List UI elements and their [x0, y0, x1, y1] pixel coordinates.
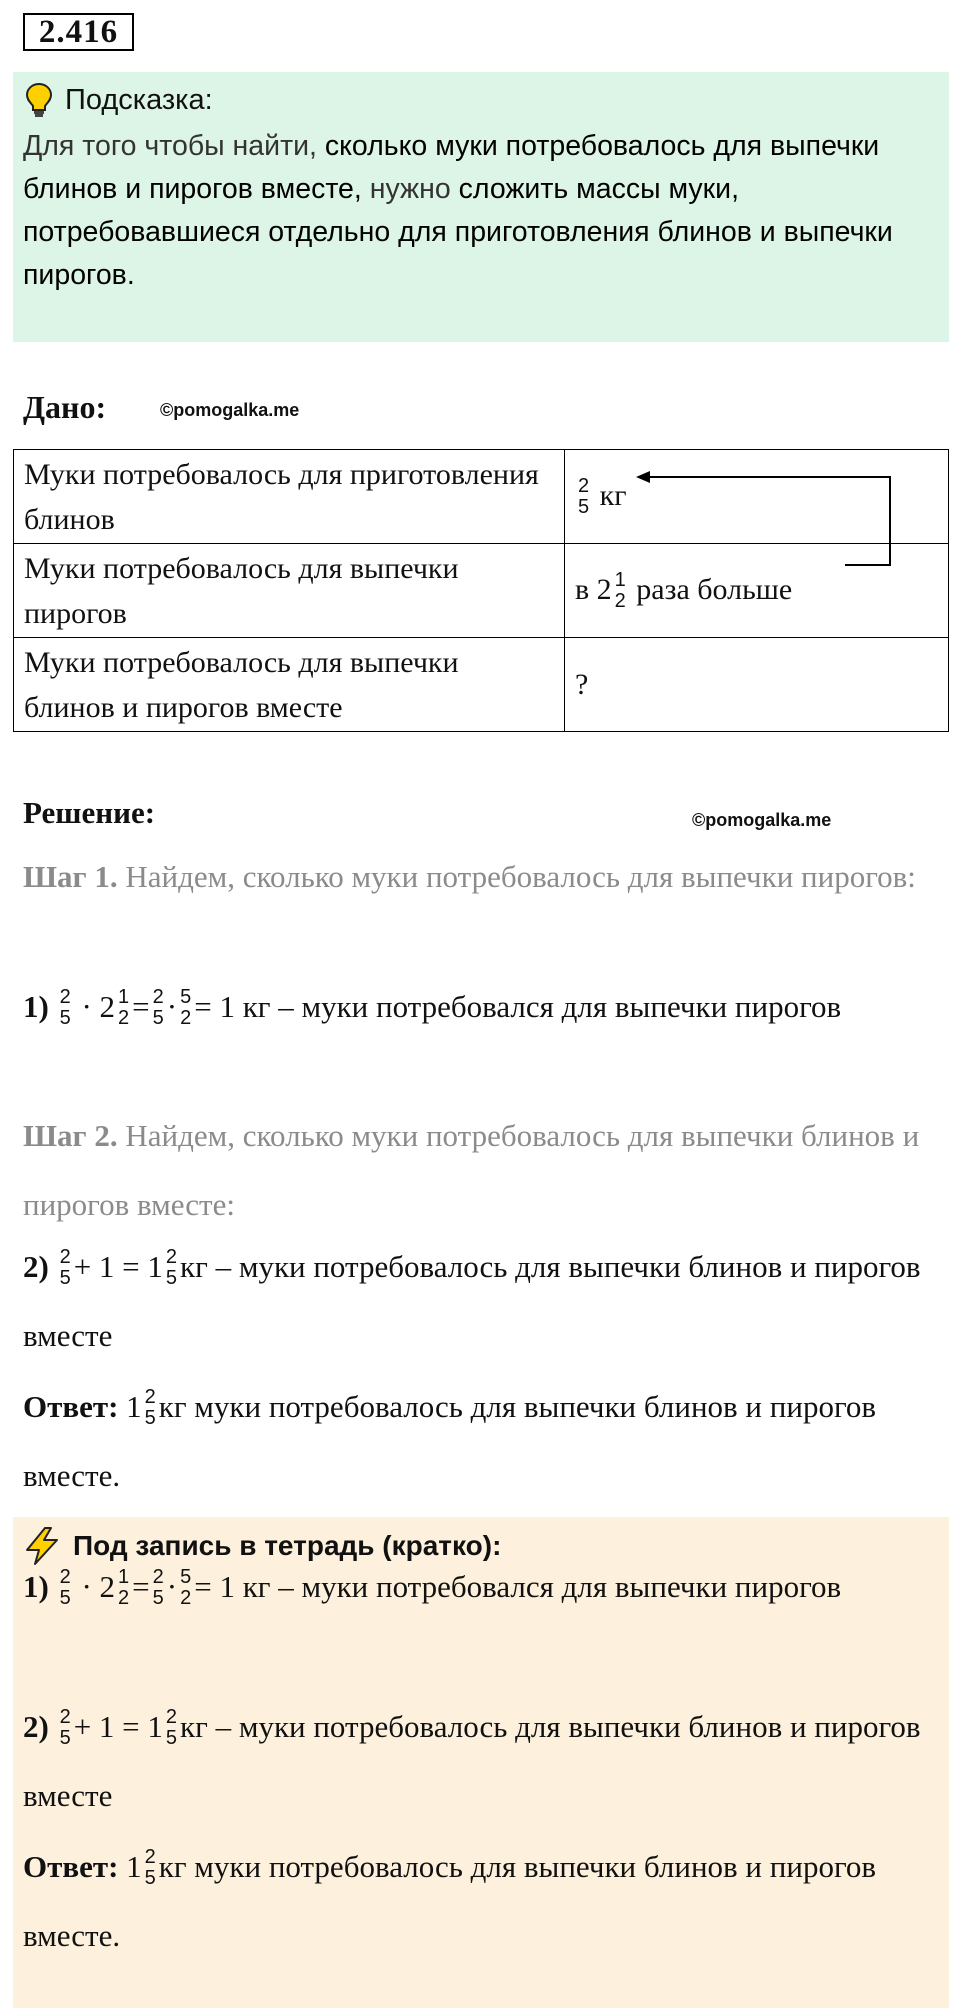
hint-box	[13, 72, 949, 342]
fraction: 2 5	[165, 1245, 178, 1289]
given-cell-label: Муки потребовалось для выпечки пирогов	[14, 544, 565, 638]
fraction: 5 2	[180, 1565, 192, 1609]
step1-text: Найдем, сколько муки потребовалось для выпечки пирогов:	[117, 859, 916, 894]
fraction: 5 2	[180, 985, 192, 1029]
brief-title-text: Под запись в тетрадь (кратко):	[73, 1530, 502, 1561]
hint-text-2: сколько муки потребовалось для выпечки блинов и пирогов вместе,	[23, 130, 880, 205]
solution-label: Решение:	[23, 795, 156, 830]
equation-mid: + 1 = 1	[73, 1709, 163, 1744]
equation-number: 1)	[23, 1569, 49, 1604]
fraction: 2 5	[59, 1705, 71, 1749]
answer-label: Ответ:	[23, 1389, 119, 1424]
watermark-given: ©pomogalka.me	[160, 400, 300, 420]
fraction: 2 5	[144, 1845, 156, 1889]
equation-tail: кг – муки потребовалось для выпечки блинов и пирогов вместе	[23, 1709, 921, 1813]
given-row-total	[14, 638, 949, 732]
lightbulb-icon	[25, 82, 53, 118]
fraction: 2 5	[152, 1565, 164, 1609]
given-cell-value: ?	[565, 638, 949, 732]
given-suffix: раза больше	[636, 573, 793, 607]
watermark-solution: ©pomogalka.me	[692, 810, 832, 830]
fraction: 2 5	[152, 985, 164, 1029]
fraction: 2 5	[144, 1385, 156, 1429]
step2	[23, 1101, 938, 1239]
fraction: 2 5	[578, 474, 590, 518]
equation-tail: = 1 кг – муки потребовался для выпечки пирогов	[194, 1569, 842, 1604]
fraction: 1 2	[614, 568, 626, 612]
task-number: 2.416	[23, 13, 134, 51]
arrow-icon	[620, 455, 900, 595]
hint-text	[23, 125, 943, 297]
fraction: 1 2	[118, 1565, 130, 1609]
fraction: 1 2	[118, 985, 130, 1029]
equation-number: 2)	[23, 1709, 49, 1744]
equation-tail: кг – муки потребовалось для выпечки блинов и пирогов вместе	[23, 1249, 921, 1353]
hint-text-4: сложить массы муки, потребовавшиеся отдельно для приготовления блинов и выпечки пирогов	[23, 173, 893, 291]
given-label: Дано:	[23, 389, 107, 425]
hint-title-text: Подсказка:	[65, 83, 213, 116]
mixed-number-whole: в 2	[575, 573, 612, 607]
equation-tail: = 1 кг – муки потребовался для выпечки пирогов	[194, 989, 842, 1024]
equation-number: 2)	[23, 1249, 49, 1284]
step2-text: Найдем, сколько муки потребовалось для выпечки блинов и пирогов вместе:	[23, 1118, 920, 1222]
fraction: 2 5	[59, 985, 71, 1029]
given-cell-label: Муки потребовалось для выпечки блинов и пирогов вместе	[14, 638, 565, 732]
unit: кг	[599, 479, 627, 513]
hint-text-3: нужно	[361, 173, 459, 205]
step2-label: Шаг 2.	[23, 1118, 118, 1153]
equation-number: 1)	[23, 989, 49, 1024]
equation-2	[23, 1232, 938, 1370]
hint-text-5: .	[126, 259, 135, 291]
brief-answer	[23, 1832, 938, 1970]
answer-whole: 1	[118, 1389, 142, 1424]
hint-title	[25, 82, 213, 118]
step1-label: Шаг 1.	[23, 859, 118, 894]
answer-tail: кг муки потребовалось для выпечки блинов и пирогов вместе.	[23, 1849, 877, 1953]
given-cell-label: Муки потребовалось для приготовления блинов	[14, 450, 565, 544]
answer	[23, 1372, 938, 1510]
answer-tail: кг муки потребовалось для выпечки блинов и пирогов вместе.	[23, 1389, 877, 1493]
brief-equation-1: 1) 2 5 · 2 1 2 = 2 5 · 5 2 = 1 кг – муки потребовался для выпечки пирогов	[23, 1565, 842, 1609]
fraction: 2 5	[59, 1565, 71, 1609]
brief-equation-2	[23, 1692, 938, 1830]
answer-label: Ответ:	[23, 1849, 119, 1884]
equation-1: 1) 2 5 · 2 1 2 = 2 5 · 5 2 = 1 кг – муки потребовался для выпечки пирогов	[23, 985, 842, 1029]
fraction: 2 5	[59, 1245, 71, 1289]
hint-text-1: Для того чтобы найти,	[23, 130, 325, 162]
step1	[23, 842, 938, 911]
fraction: 2 5	[165, 1705, 178, 1749]
equation-mid: + 1 = 1	[73, 1249, 163, 1284]
answer-whole: 1	[118, 1849, 142, 1884]
